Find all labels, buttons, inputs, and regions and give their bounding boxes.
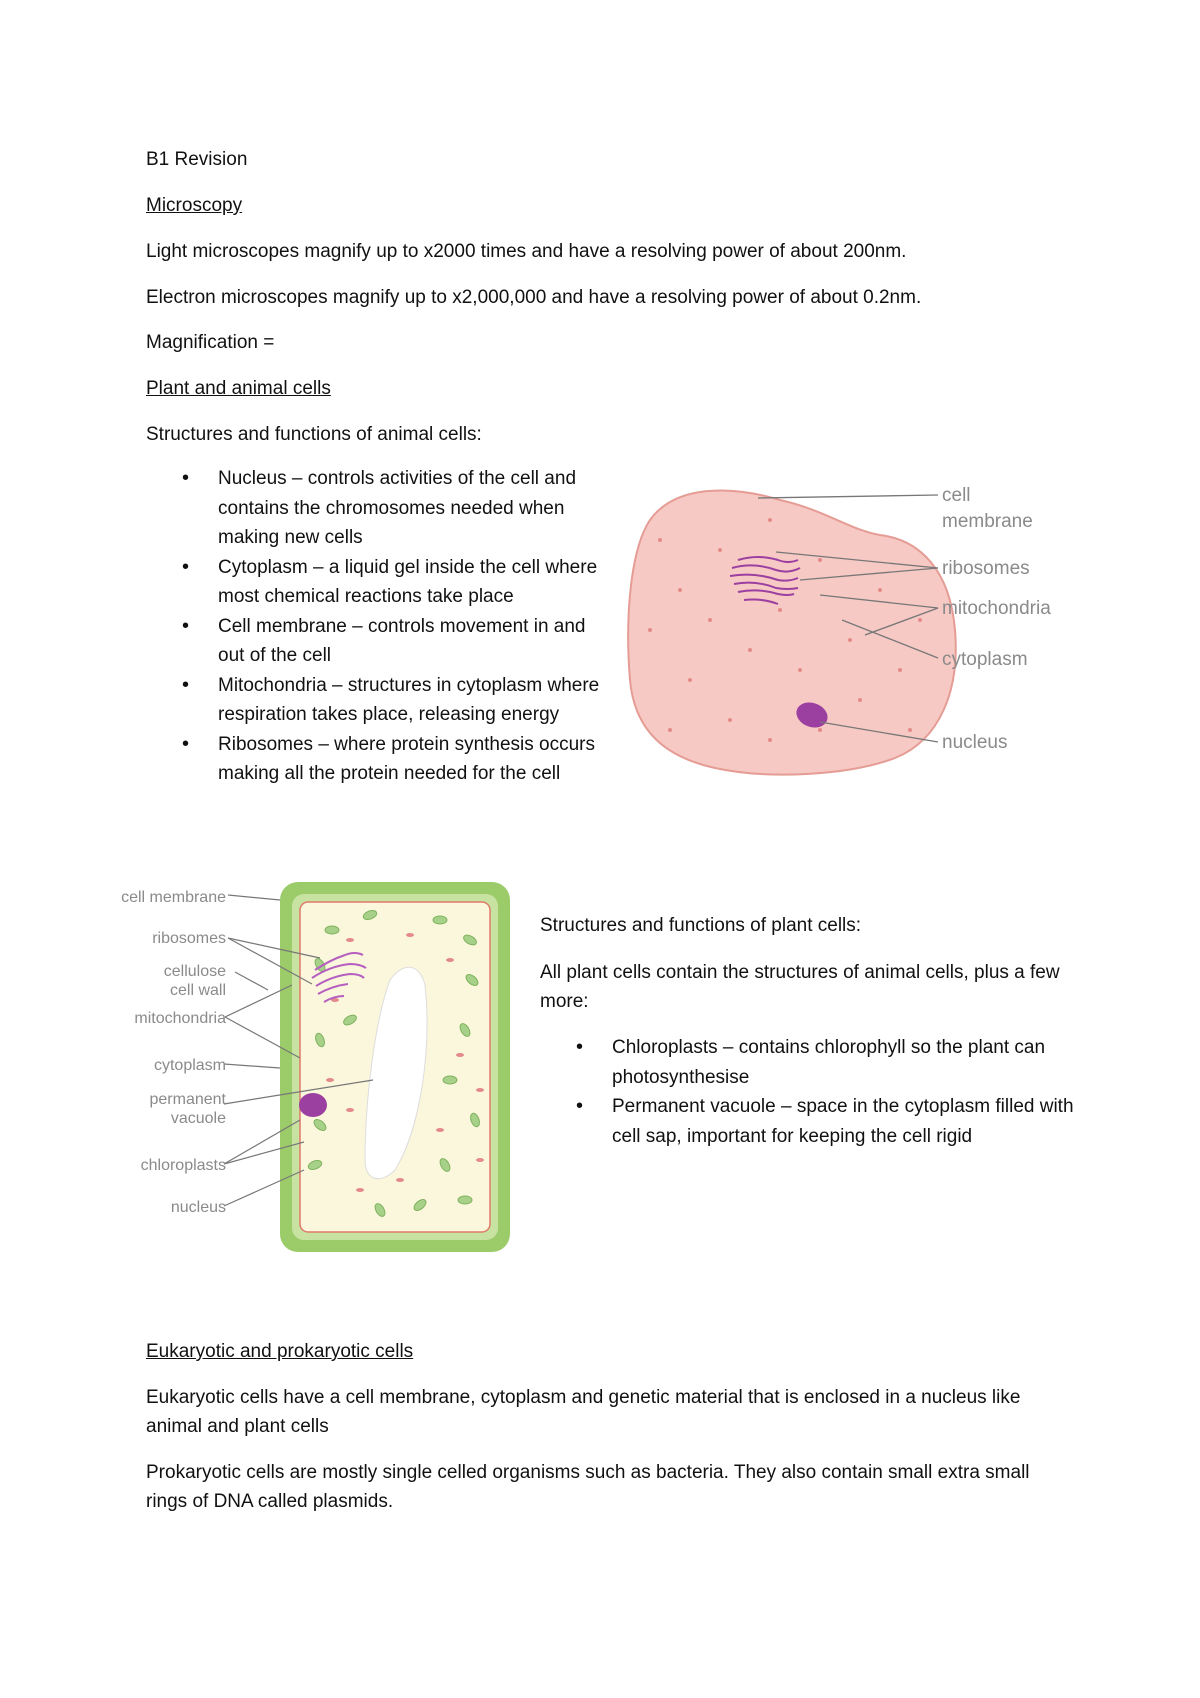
label-permanent: permanent bbox=[149, 1091, 226, 1108]
label-membrane: membrane bbox=[942, 511, 1033, 532]
label-cell-wall: cell wall bbox=[169, 982, 226, 999]
label-cytoplasm: cytoplasm bbox=[942, 649, 1028, 670]
list-item: • Cytoplasm – a liquid gel inside the cell where most chemical reactions take place bbox=[146, 553, 616, 612]
light-microscope-text: Light microscopes magnify up to x2000 times and have a resolving power of about 200nm. bbox=[146, 241, 907, 262]
plant-intro: Structures and functions of plant cells: bbox=[540, 915, 862, 936]
plant-structures-list bbox=[540, 1033, 1080, 1151]
label-mitochondria: mitochondria bbox=[134, 1010, 226, 1027]
nucleus bbox=[299, 1093, 327, 1117]
label-nucleus: nucleus bbox=[170, 1199, 226, 1216]
animal-cell-diagram bbox=[620, 480, 1080, 790]
label-ribosomes: ribosomes bbox=[942, 558, 1030, 579]
label-cytoplasm: cytoplasm bbox=[153, 1057, 226, 1074]
label-mitochondria: mitochondria bbox=[942, 598, 1051, 619]
microscopy-heading: Microscopy bbox=[146, 195, 243, 216]
list-item: • Chloroplasts – contains chlorophyll so the plant can photosynthesise bbox=[540, 1033, 1080, 1092]
eukaryotic-heading: Eukaryotic and prokaryotic cells bbox=[146, 1341, 414, 1362]
label-cell: cell bbox=[942, 485, 971, 506]
list-item: • Ribosomes – where protein synthesis occurs making all the protein needed for the cell bbox=[146, 730, 616, 789]
doc-title: B1 Revision bbox=[146, 149, 248, 170]
plant-text: All plant cells contain the structures of animal cells, plus a few more: bbox=[540, 962, 1060, 1012]
animal-cell-body bbox=[628, 490, 956, 774]
list-item: • Nucleus – controls activities of the cell and contains the chromosomes needed when making new cells bbox=[146, 464, 616, 553]
eukaryotic-paragraph: Eukaryotic cells have a cell membrane, cytoplasm and genetic material that is enclosed in a nucleus like animal and plant cells bbox=[146, 1387, 1021, 1437]
label-ribosomes: ribosomes bbox=[152, 930, 226, 947]
electron-microscope-text: Electron microscopes magnify up to x2,000,000 and have a resolving power of about 0.2nm. bbox=[146, 287, 922, 308]
animal-intro: Structures and functions of animal cells: bbox=[146, 424, 482, 445]
prokaryotic-paragraph: Prokaryotic cells are mostly single celled organisms such as bacteria. They also contain small extra small rings of DNA called plasmids. bbox=[146, 1462, 1030, 1512]
animal-structures-list bbox=[146, 464, 616, 789]
label-cell-membrane: cell membrane bbox=[121, 889, 226, 906]
label-vacuole: vacuole bbox=[170, 1110, 226, 1127]
plant-cell-diagram bbox=[120, 880, 520, 1255]
label-cellulose: cellulose bbox=[163, 963, 226, 980]
label-chloroplasts: chloroplasts bbox=[140, 1157, 226, 1174]
list-item: • Cell membrane – controls movement in and out of the cell bbox=[146, 612, 616, 671]
magnification-text: Magnification = bbox=[146, 332, 275, 353]
cells-heading: Plant and animal cells bbox=[146, 378, 331, 399]
label-nucleus: nucleus bbox=[942, 732, 1008, 753]
list-item: • Permanent vacuole – space in the cytoplasm filled with cell sap, important for keeping the cell rigid bbox=[540, 1092, 1080, 1151]
list-item: • Mitochondria – structures in cytoplasm where respiration takes place, releasing energy bbox=[146, 671, 616, 730]
